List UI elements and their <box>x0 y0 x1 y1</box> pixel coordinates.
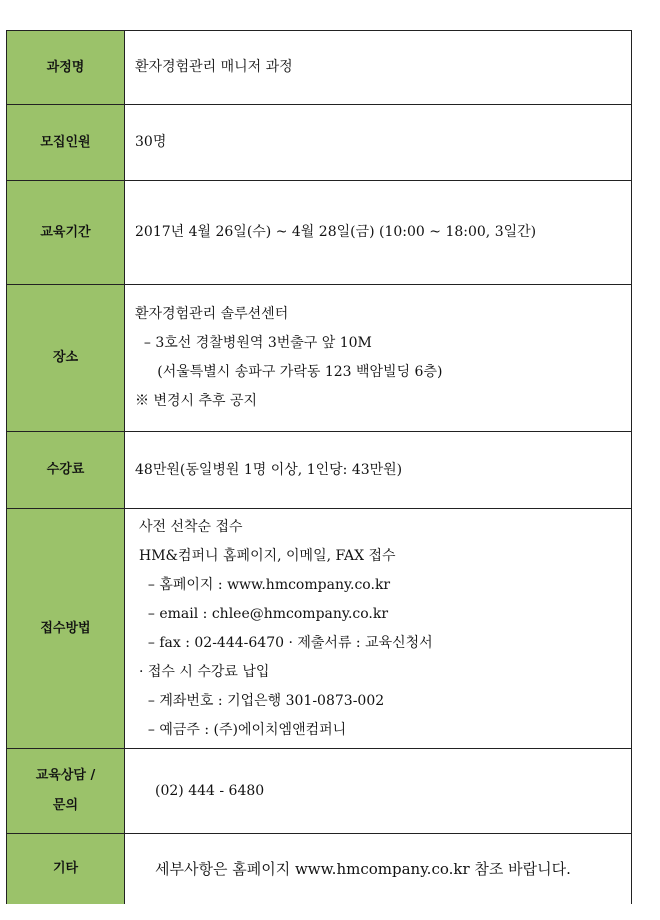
value-location <box>125 285 631 431</box>
value-etc <box>125 834 631 904</box>
row-course-name <box>7 31 631 105</box>
label-capacity: 모집인원 <box>7 105 125 180</box>
row-fee <box>7 432 631 509</box>
location-line: – 3호선 경찰병원역 3번출구 앞 10M <box>135 335 372 351</box>
period-text: 2017년 4월 26일(수) ~ 4월 28일(금) (10:00 ~ 18:00, 3일간) <box>135 224 537 240</box>
row-registration <box>7 509 631 749</box>
row-etc <box>7 834 631 904</box>
label-inquiry: 교육상담 / 문의 <box>7 749 125 833</box>
value-period <box>125 181 631 284</box>
registration-line: – 홈페이지 : www.hmcompany.co.kr <box>139 576 391 593</box>
etc-text: 세부사항은 홈페이지 www.hmcompany.co.kr 참조 바랍니다. <box>155 859 571 878</box>
registration-line: HM&컴퍼니 홈페이지, 이메일, FAX 접수 <box>139 547 396 564</box>
label-fee: 수강료 <box>7 432 125 508</box>
fee-text: 48만원(동일병원 1명 이상, 1인당: 43만원) <box>135 461 403 478</box>
value-fee <box>125 432 631 508</box>
registration-line: – 예금주 : (주)에이치엠앤컴퍼니 <box>139 721 347 738</box>
inquiry-phone: (02) 444 - 6480 <box>155 782 265 799</box>
registration-line: – email : chlee@hmcompany.co.kr <box>139 605 389 622</box>
value-capacity <box>125 105 631 180</box>
value-inquiry <box>125 749 631 833</box>
label-location: 장소 <box>7 285 125 431</box>
registration-line: – fax : 02-444-6470 · 제출서류 : 교육신청서 <box>139 634 433 651</box>
course-info-table <box>6 30 632 904</box>
row-inquiry <box>7 749 631 834</box>
value-registration <box>125 509 631 748</box>
row-capacity <box>7 105 631 181</box>
registration-line: 사전 선착순 접수 <box>139 518 243 535</box>
value-course-name <box>125 31 631 104</box>
label-period: 교육기간 <box>7 181 125 284</box>
course-name-text: 환자경험관리 매니저 과정 <box>135 59 293 75</box>
row-period <box>7 181 631 285</box>
location-notice: ※ 변경시 추후 공지 <box>135 393 258 409</box>
location-line: (서울특별시 송파구 가락동 123 백암빌딩 6층) <box>135 364 443 380</box>
label-course-name: 과정명 <box>7 31 125 104</box>
location-line: 환자경험관리 솔루션센터 <box>135 306 289 322</box>
registration-line: · 접수 시 수강료 납입 <box>139 663 270 680</box>
label-etc: 기타 <box>7 834 125 904</box>
registration-line: – 계좌번호 : 기업은행 301-0873-002 <box>139 692 385 709</box>
row-location <box>7 285 631 432</box>
capacity-text: 30명 <box>135 134 167 150</box>
label-registration: 접수방법 <box>7 509 125 748</box>
